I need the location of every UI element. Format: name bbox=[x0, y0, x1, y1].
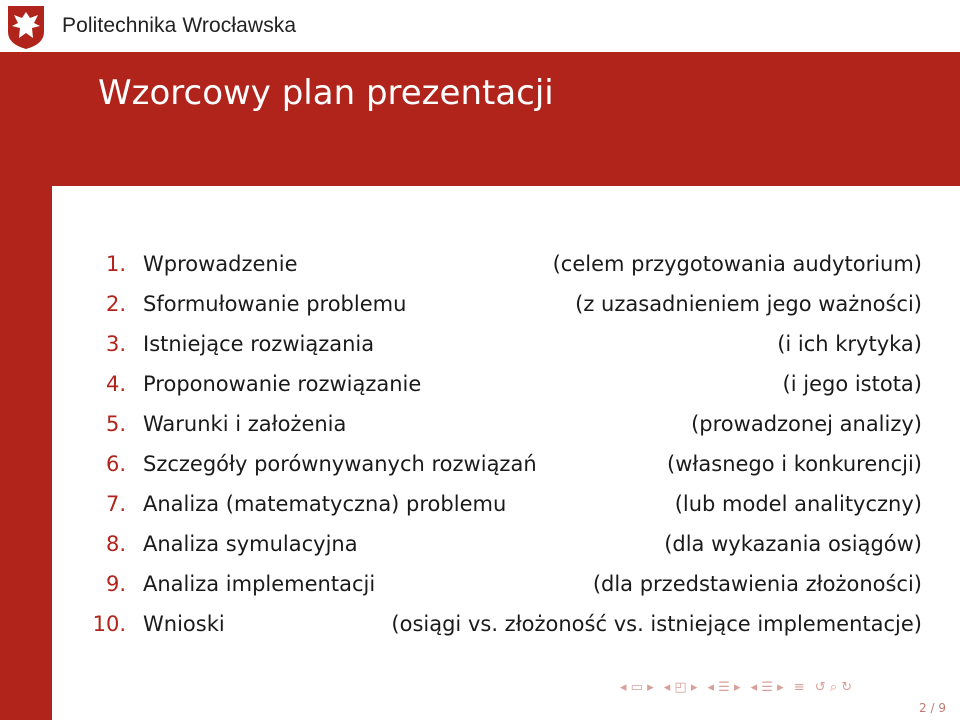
item-topic: Analiza implementacji bbox=[143, 572, 376, 596]
logo-bar bbox=[0, 0, 960, 52]
item-note: (i ich krytyka) bbox=[777, 332, 922, 356]
item-topic: Proponowanie rozwiązanie bbox=[143, 372, 422, 396]
item-number: 10. bbox=[92, 612, 126, 636]
list-item bbox=[88, 604, 922, 644]
nav-align-icon[interactable]: ≡ bbox=[793, 680, 805, 695]
nav-section-icon[interactable]: ◂ ☰ ▸ bbox=[707, 680, 741, 695]
nav-search-icon[interactable]: ↺ ⌕ ↻ bbox=[814, 680, 853, 695]
item-topic: Istniejące rozwiązania bbox=[143, 332, 375, 356]
item-topic: Analiza symulacyjna bbox=[143, 532, 358, 556]
item-number: 8. bbox=[105, 532, 126, 556]
item-number: 3. bbox=[105, 332, 126, 356]
item-topic: Analiza (matematyczna) problemu bbox=[143, 492, 507, 516]
left-accent-strip bbox=[0, 186, 52, 720]
item-number: 7. bbox=[105, 492, 126, 516]
list-item bbox=[88, 324, 922, 364]
list-item bbox=[88, 284, 922, 324]
nav-frame-icon[interactable]: ◂ ▭ ▸ bbox=[620, 680, 654, 695]
item-note: (dla przedstawienia złożoności) bbox=[592, 572, 922, 596]
nav-subsection-icon[interactable]: ◂ ◰ ▸ bbox=[663, 680, 698, 695]
page-indicator: 2 / 9 bbox=[919, 701, 946, 715]
list-item bbox=[88, 244, 922, 284]
item-note: (z uzasadnieniem jego ważności) bbox=[575, 292, 922, 316]
list-item bbox=[88, 444, 922, 484]
list-item bbox=[88, 364, 922, 404]
item-note: (własnego i konkurencji) bbox=[667, 452, 922, 476]
item-number: 2. bbox=[105, 292, 126, 316]
item-note: (osiągi vs. złożoność vs. istniejące implementacje) bbox=[391, 612, 922, 636]
item-note: (prowadzonej analizy) bbox=[691, 412, 922, 436]
page-title: Wzorcowy plan prezentacji bbox=[98, 73, 554, 113]
item-note: (celem przygotowania audytorium) bbox=[552, 252, 922, 276]
nav-subsection-2-icon[interactable]: ◂ ☰ ▸ bbox=[750, 680, 784, 695]
item-topic: Sformułowanie problemu bbox=[143, 292, 407, 316]
list-item bbox=[88, 404, 922, 444]
item-note: (i jego istota) bbox=[782, 372, 922, 396]
eagle-crest-icon bbox=[6, 4, 46, 50]
university-name: Politechnika Wrocławska bbox=[62, 14, 297, 37]
item-topic: Wprowadzenie bbox=[143, 252, 298, 276]
list-item bbox=[88, 564, 922, 604]
item-topic: Szczegóły porównywanych rozwiązań bbox=[143, 452, 537, 476]
item-number: 1. bbox=[105, 252, 126, 276]
agenda-list bbox=[88, 244, 922, 644]
list-item bbox=[88, 524, 922, 564]
item-note: (lub model analityczny) bbox=[674, 492, 922, 516]
beamer-navigation-bar bbox=[620, 680, 950, 700]
item-note: (dla wykazania osiągów) bbox=[664, 532, 922, 556]
item-number: 9. bbox=[105, 572, 126, 596]
list-item bbox=[88, 484, 922, 524]
item-number: 4. bbox=[105, 372, 126, 396]
item-topic: Wnioski bbox=[143, 612, 225, 636]
item-number: 5. bbox=[105, 412, 126, 436]
item-number: 6. bbox=[105, 452, 126, 476]
item-topic: Warunki i założenia bbox=[143, 412, 347, 436]
